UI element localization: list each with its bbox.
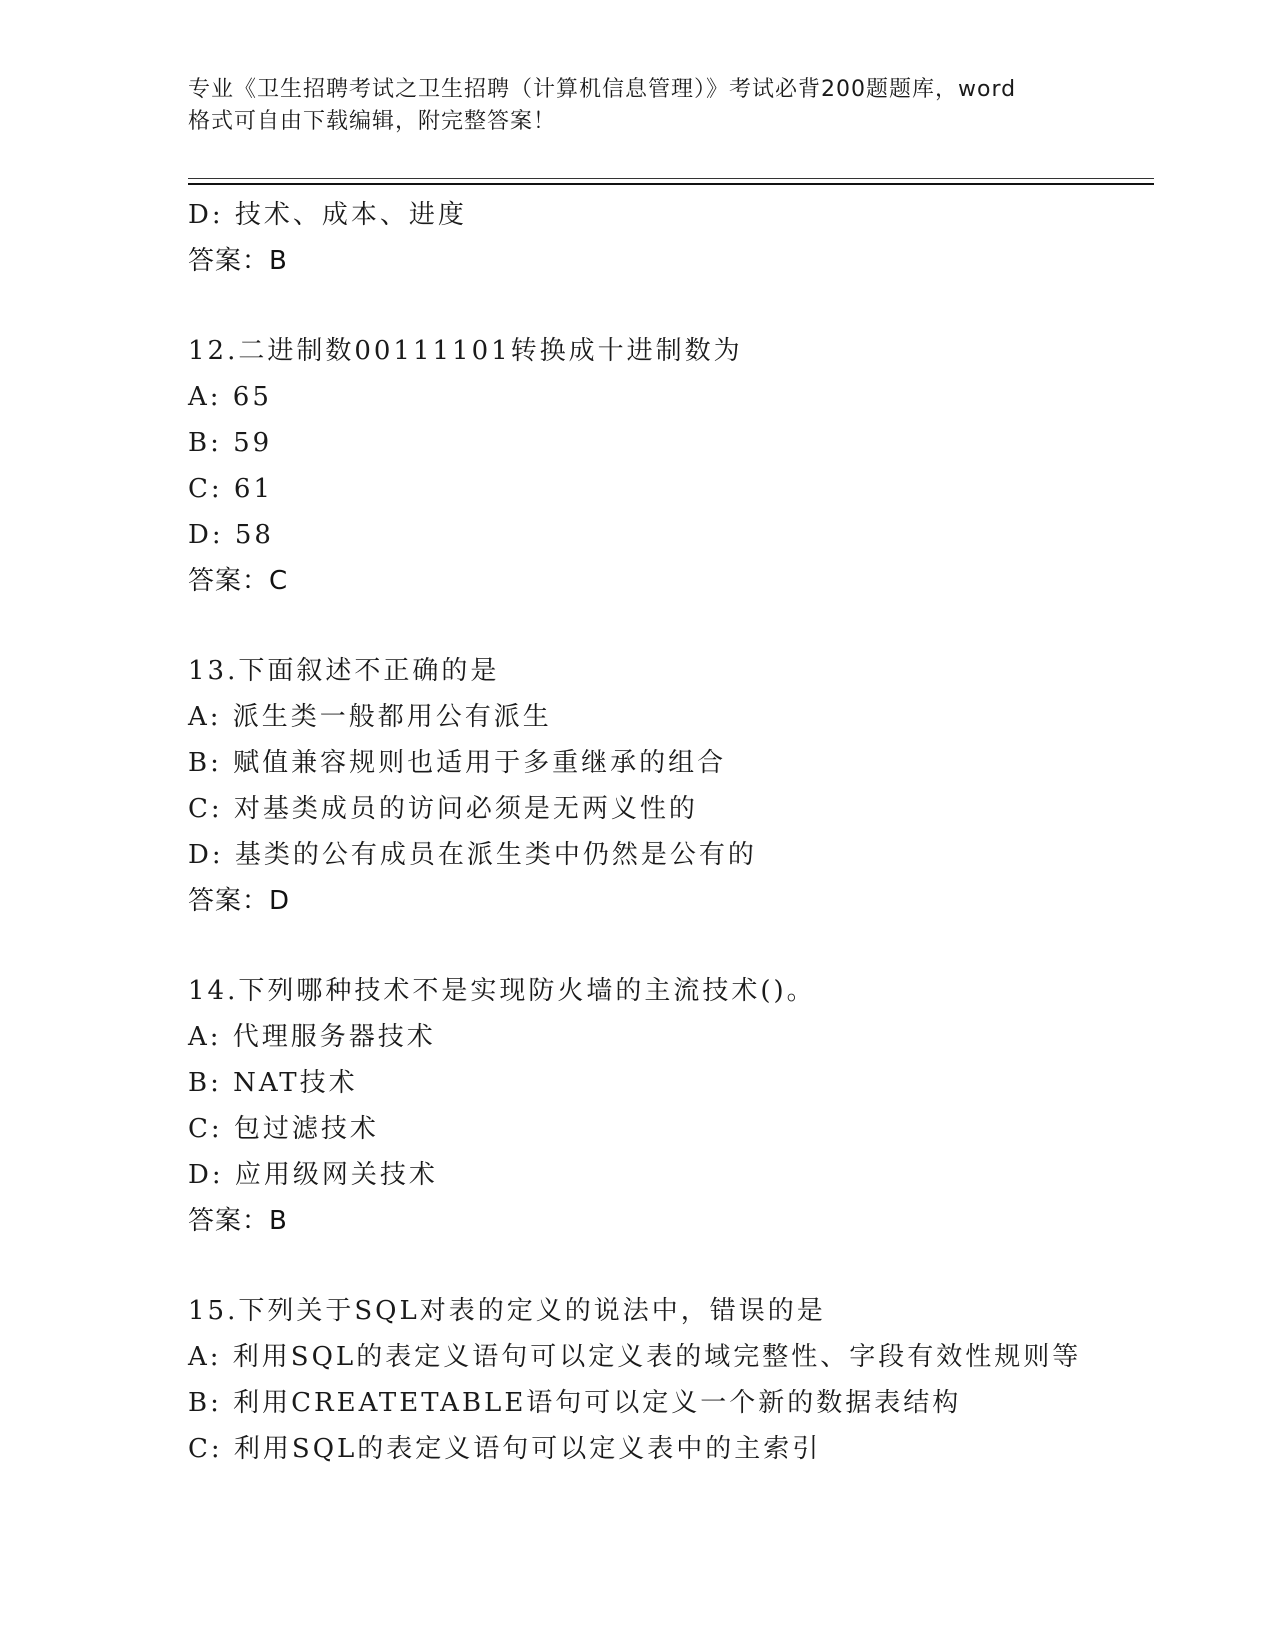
question-block-11: [188, 192, 1148, 284]
header-divider-thick: [188, 183, 1154, 185]
option-c: C: 61: [188, 474, 274, 504]
option-d: D: 58: [188, 520, 274, 550]
question-text: 12.二进制数00111101转换成十进制数为: [188, 336, 743, 366]
option-c: C: 利用SQL的表定义语句可以定义表中的主索引: [188, 1434, 822, 1464]
question-block-15: [188, 1288, 1148, 1472]
spacer: [188, 284, 1148, 328]
spacer: [188, 1244, 1148, 1288]
answer-line: 答案：C: [188, 566, 289, 596]
option-d: D: 基类的公有成员在派生类中仍然是公有的: [188, 840, 757, 870]
option-b: B: 利用CREATETABLE语句可以定义一个新的数据表结构: [188, 1388, 962, 1418]
option-a: A: 利用SQL的表定义语句可以定义表的域完整性、字段有效性规则等: [188, 1342, 1082, 1372]
header-line-2: 格式可自由下载编辑，附完整答案！: [188, 109, 557, 134]
question-text: 14.下列哪种技术不是实现防火墙的主流技术()。: [188, 976, 816, 1006]
header-line-1: 专业《卫生招聘考试之卫生招聘（计算机信息管理）》考试必背200题题库，word: [188, 77, 1017, 102]
question-text: 15.下列关于SQL对表的定义的说法中，错误的是: [188, 1296, 826, 1326]
header-divider-thin: [188, 178, 1154, 179]
option-b: B: NAT技术: [188, 1068, 358, 1098]
option-d: D: 应用级网关技术: [188, 1160, 438, 1190]
question-list: [188, 192, 1148, 1472]
spacer: [188, 924, 1148, 968]
answer-line: 答案：D: [188, 886, 291, 916]
question-block-14: [188, 968, 1148, 1244]
answer-line: 答案：B: [188, 1206, 288, 1236]
question-text: 13.下面叙述不正确的是: [188, 656, 500, 686]
page-header: [188, 74, 1088, 138]
option-d: D: 技术、成本、进度: [188, 200, 467, 230]
option-c: C: 包过滤技术: [188, 1114, 379, 1144]
option-b: B: 赋值兼容规则也适用于多重继承的组合: [188, 748, 727, 778]
option-a: A: 派生类一般都用公有派生: [188, 702, 552, 732]
spacer: [188, 604, 1148, 648]
option-b: B: 59: [188, 428, 273, 458]
option-a: A: 65: [188, 382, 272, 412]
question-block-13: [188, 648, 1148, 924]
option-c: C: 对基类成员的访问必须是无两义性的: [188, 794, 698, 824]
option-a: A: 代理服务器技术: [188, 1022, 436, 1052]
question-block-12: [188, 328, 1148, 604]
answer-line: 答案：B: [188, 246, 288, 276]
